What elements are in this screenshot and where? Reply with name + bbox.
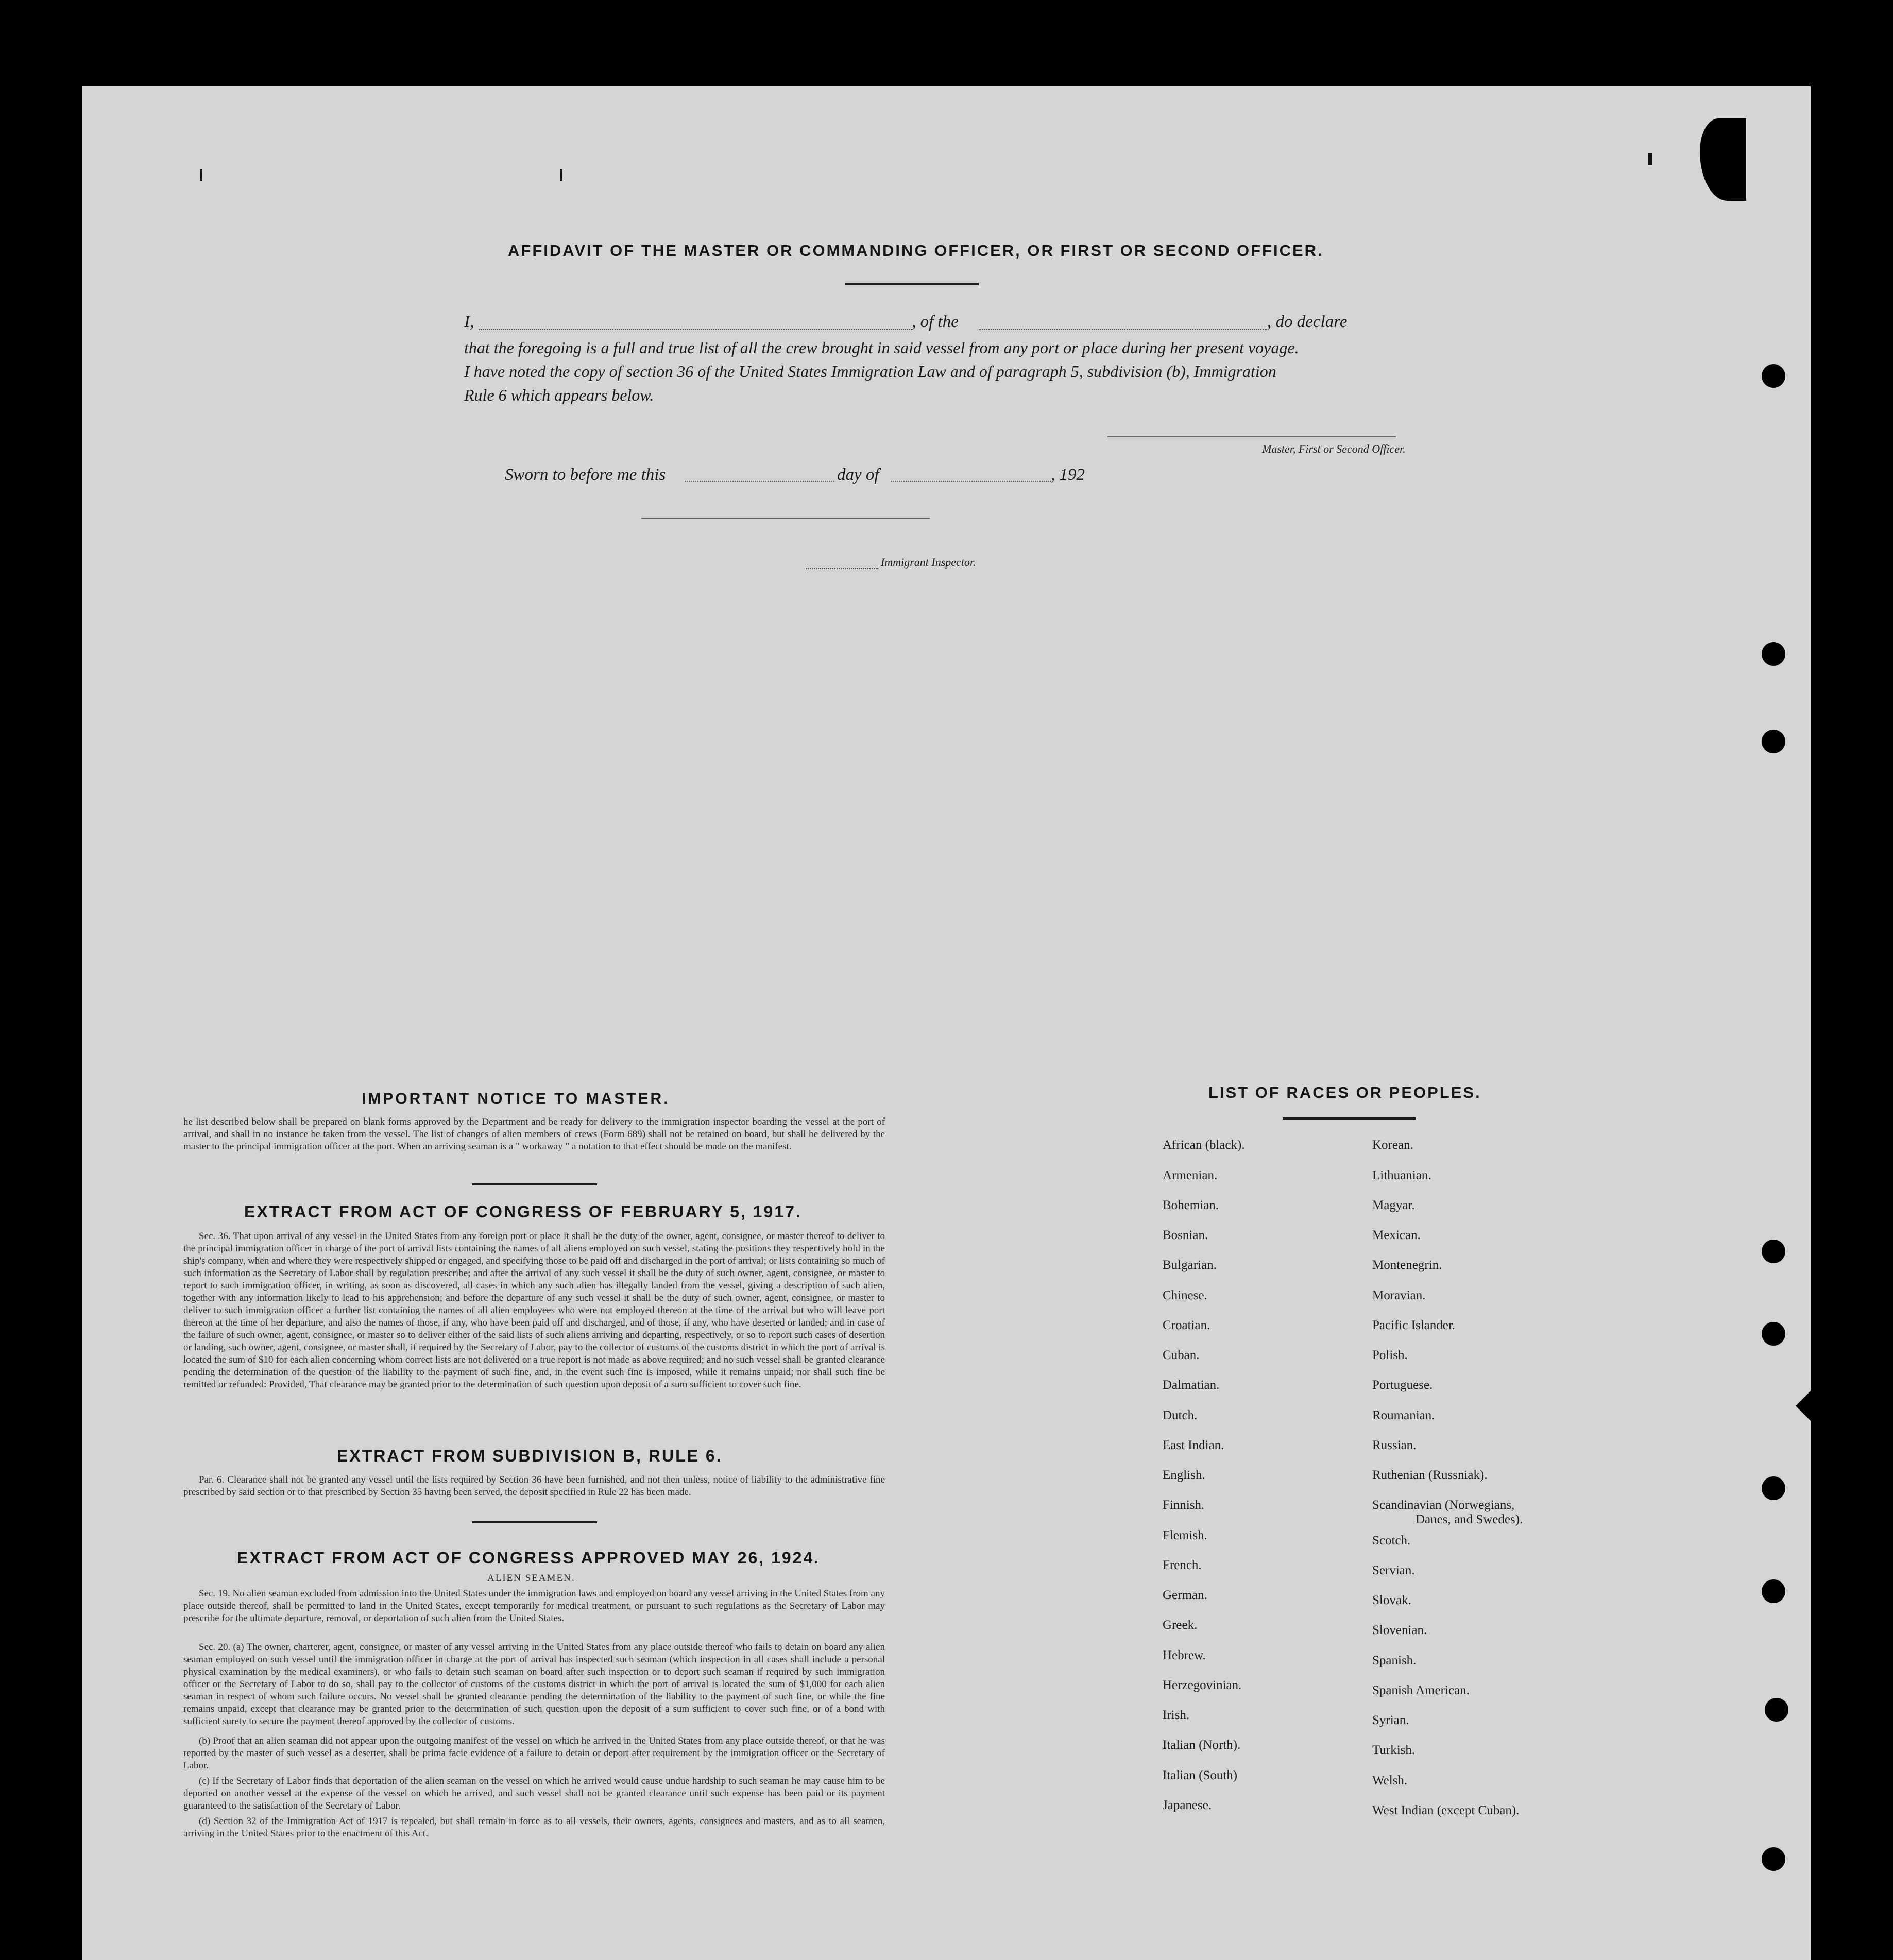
affidavit-i-label: I, — [464, 313, 474, 331]
notice-rule — [472, 1183, 597, 1185]
race-item: Spanish. — [1372, 1654, 1417, 1667]
race-item: Moravian. — [1372, 1288, 1426, 1302]
sworn-day-field[interactable] — [685, 481, 834, 482]
master-signature-line[interactable] — [1107, 436, 1396, 437]
race-item: African (black). — [1163, 1138, 1245, 1152]
race-item: Roumanian. — [1372, 1408, 1435, 1422]
race-item: Korean. — [1372, 1138, 1413, 1152]
extract-rule6-heading: EXTRACT FROM SUBDIVISION B, RULE 6. — [337, 1447, 723, 1465]
extract-1924-sec20d: (d) Section 32 of the Immigration Act of 1917 is repealed, but shall remain in force as to all vessels, their owners, agents, consignees and masters, and as to all seamen, arriving in the United States prior to the enactment of this Act. — [183, 1816, 885, 1839]
punch-hole — [1762, 1847, 1785, 1871]
inspector-name-field[interactable] — [806, 568, 878, 569]
punch-hole — [1762, 730, 1785, 753]
affidavit-declare-label: , do declare — [1267, 313, 1348, 331]
extract-1917-body: Sec. 36. That upon arrival of any vessel in the United States from any foreign port or place it shall be the duty of the owner, agent, consignee, or master thereof to deliver to the principal immigration officer in charge of the port of arrival lists containing the names of all aliens employed on such vessel, stating the positions they respectively hold in the ship's company, when and where they were respectively shipped or engaged, and specifying those to be paid off and discharged in the port of arrival; or lists containing so much of such information as the Secretary of Labor shall by regulation prescribe; and after the arrival of any such vessel it shall be the duty of such owner, agent, consignee, or master to report to such immigration officer, in writing, as soon as discovered, all cases in which any such alien has illegally landed from the vessel, giving a description of such alien, together with any information likely to lead to his apprehension; and before the departure of any such vessel it shall be the duty of such owner, agent, consignee, or master to deliver to such immigration officer a further list containing the names of all alien employees who were not employed thereon at the time of the arrival but who will leave port thereon at the time of her departure, and also the names of those, if any, who have been paid off and discharged, and of those, if any, who have deserted or landed; and in case of the failure of such owner, agent, consignee, or master so to deliver either of the said lists of such aliens arriving and departing, respectively, or so to report such cases of desertion or landing, such owner, agent, consignee, or master shall, if required by the Secretary of Labor, pay to the collector of customs of the customs district in which the port of arrival is located the sum of $10 for each alien concerning whom correct lists are not delivered or a true report is not made as above required; and no such vessel shall be granted clearance pending the determination of the question of the liability to the payment of such fine, and, in the event such fine is imposed, while it remains unpaid; nor shall such fine be remitted or refunded: Provided, That clearance may be granted prior to the determination of such question upon deposit of a sum sufficient to cover such fine. — [183, 1231, 885, 1390]
master-name-field[interactable] — [479, 329, 912, 330]
races-heading-rule — [1283, 1117, 1416, 1120]
race-item: Greek. — [1163, 1618, 1198, 1632]
vessel-name-field[interactable] — [979, 329, 1267, 330]
affidavit-text-line-3: I have noted the copy of section 36 of the United States Immigration Law and of paragraph 5, subdivision (b), Immigration — [464, 362, 1276, 381]
race-item: Dutch. — [1163, 1408, 1198, 1422]
race-item: East Indian. — [1163, 1438, 1224, 1452]
race-item: Croatian. — [1163, 1318, 1210, 1332]
race-item: Ruthenian (Russniak). — [1372, 1468, 1488, 1482]
race-item: Bulgarian. — [1163, 1258, 1217, 1272]
race-item: Spanish American. — [1372, 1683, 1470, 1697]
rule6-rule — [472, 1521, 597, 1523]
race-item: Syrian. — [1372, 1713, 1409, 1727]
scan-mark — [560, 169, 562, 181]
race-item: Cuban. — [1163, 1348, 1200, 1362]
race-item: Montenegrin. — [1372, 1258, 1442, 1272]
punch-hole — [1762, 1476, 1785, 1500]
punch-hole — [1762, 1240, 1785, 1263]
race-item: Mexican. — [1372, 1228, 1421, 1242]
race-item: Hebrew. — [1163, 1648, 1206, 1662]
sworn-label: Sworn to before me this — [505, 466, 666, 484]
extract-1924-sec20b: (b) Proof that an alien seaman did not appear upon the outgoing manifest of the vessel on which he arrived in the United States from any place outside thereof, or that he was reported by the master of such vessel as a deserter, shall be prima facie evidence of a failure to detain or deport after requirement by the immigration officer or the Secretary of Labor. — [183, 1735, 885, 1771]
inspector-label: Immigrant Inspector. — [881, 556, 976, 569]
affidavit-heading-rule — [845, 283, 979, 285]
punch-hole — [1762, 364, 1785, 388]
race-item: Scandinavian (Norwegians, — [1372, 1498, 1515, 1512]
race-item: Dalmatian. — [1163, 1378, 1220, 1392]
inspector-signature-line[interactable] — [641, 518, 930, 519]
race-item: Servian. — [1372, 1563, 1415, 1577]
races-heading: LIST OF RACES OR PEOPLES. — [1208, 1084, 1481, 1102]
race-item: Polish. — [1372, 1348, 1408, 1362]
day-of-label: day of — [837, 466, 879, 484]
race-item: French. — [1163, 1558, 1202, 1572]
affidavit-heading: AFFIDAVIT OF THE MASTER OR COMMANDING OFFICER, OR FIRST OR SECOND OFFICER. — [508, 242, 1324, 260]
race-item: Bohemian. — [1163, 1198, 1219, 1212]
race-item: Italian (South) — [1163, 1768, 1238, 1782]
affidavit-text-line-4: Rule 6 which appears below. — [464, 386, 654, 404]
edge-notch — [1796, 1390, 1811, 1421]
race-item: Slovak. — [1372, 1593, 1411, 1607]
year-label: , 192 — [1051, 466, 1085, 484]
extract-1924-sec20c: (c) If the Secretary of Labor finds that deportation of the alien seaman on the vessel on which he arrived would cause undue hardship to such seaman he may cause him to be deported on another vessel at the expense of the vessel on which he arrived, and such vessel shall not be granted clearance until such expense has been paid or its payment guaranteed to the satisfaction of the Secretary of Labor. — [183, 1776, 885, 1811]
extract-1917-heading: EXTRACT FROM ACT OF CONGRESS OF FEBRUARY 5, 1917. — [244, 1202, 802, 1221]
race-item: Herzegovinian. — [1163, 1678, 1242, 1692]
race-item: Armenian. — [1163, 1168, 1218, 1182]
notice-heading: IMPORTANT NOTICE TO MASTER. — [362, 1090, 670, 1107]
race-item-continuation: Danes, and Swedes). — [1416, 1512, 1523, 1526]
race-item: West Indian (except Cuban). — [1372, 1803, 1520, 1817]
race-item: Lithuanian. — [1372, 1168, 1431, 1182]
race-item: Japanese. — [1163, 1798, 1212, 1812]
punch-hole — [1762, 642, 1785, 666]
race-item: Magyar. — [1372, 1198, 1415, 1212]
race-item: Pacific Islander. — [1372, 1318, 1456, 1332]
race-item: Irish. — [1163, 1708, 1190, 1722]
manifest-back-page — [82, 86, 1811, 1960]
race-item: Turkish. — [1372, 1743, 1416, 1757]
race-item: Chinese. — [1163, 1288, 1207, 1302]
alien-seamen-subheading: ALIEN SEAMEN. — [487, 1573, 575, 1584]
race-item: Flemish. — [1163, 1528, 1207, 1542]
punch-hole — [1762, 1322, 1785, 1346]
master-signature-label: Master, First or Second Officer. — [1262, 442, 1406, 455]
race-item: Italian (North). — [1163, 1738, 1241, 1752]
punch-hole — [1762, 1579, 1785, 1603]
affidavit-of-the-label: , of the — [912, 313, 959, 331]
race-item: Scotch. — [1372, 1534, 1411, 1548]
race-item: Russian. — [1372, 1438, 1417, 1452]
punch-hole — [1765, 1698, 1788, 1722]
race-item: Slovenian. — [1372, 1623, 1427, 1637]
race-item: English. — [1163, 1468, 1205, 1482]
race-item: Finnish. — [1163, 1498, 1205, 1512]
race-item: Bosnian. — [1163, 1228, 1208, 1242]
race-item: Welsh. — [1372, 1774, 1408, 1787]
affidavit-text-line-2: that the foregoing is a full and true list of all the crew brought in said vessel from any port or place during her present voyage. — [464, 338, 1299, 357]
extract-1924-heading: EXTRACT FROM ACT OF CONGRESS APPROVED MAY 26, 1924. — [237, 1549, 821, 1567]
notice-body: he list described below shall be prepared on blank forms approved by the Department and be ready for delivery to the immigration inspector boarding the vessel at the port of arrival, and shall in no instance be taken from the vessel. The list of changes of alien members of crews (Form 689) shall not be retained on board, but shall be delivered by the master to the principal immigration officer at the port. When an arriving seaman is a " workaway " a notation to that effect should be made on the manifest. — [183, 1116, 885, 1152]
race-item: German. — [1163, 1588, 1207, 1602]
extract-1924-sec19: Sec. 19. No alien seaman excluded from admission into the United States under the immigration laws and employed on board any vessel arriving in the United States from any place outside thereof, shall be permitted to land in the United States, except temporarily for medical treatment, or pursuant to such regulations as the Secretary of Labor may prescribe for the ultimate departure, removal, or deportation of such alien from the United States. — [183, 1588, 885, 1624]
extract-rule6-body: Par. 6. Clearance shall not be granted any vessel until the lists required by Section 36 have been furnished, and not then unless, notice of liability to the administrative fine prescribed by said section or to that prescribed by Section 35 having been served, the deposit specified in Rule 22 has been made. — [183, 1474, 885, 1498]
scan-mark — [200, 169, 202, 181]
race-item: Portuguese. — [1372, 1378, 1433, 1392]
extract-1924-sec20a: Sec. 20. (a) The owner, charterer, agent, consignee, or master of any vessel arriving in the United States from any place outside thereof who fails to detain on board any alien seaman employed on such vessel until the immigration officer in charge at the port of arrival has inspected such seaman (which inspection in all cases shall include a personal physical examination by the medical examiners), or who fails to detain such seaman on board after such inspection or to deport such seaman if required by such immigration officer or the Secretary of Labor to do so, shall pay to the collector of customs of the customs district in which the port of arrival is located the sum of $1,000 for each alien seaman in respect of whom such failure occurs. No vessel shall be granted clearance pending the determination of the liability to the payment of such fine, or while the fine remains unpaid, except that clearance may be granted prior to the determination of such question upon the deposit of a sum sufficient to cover such fine, or of a bond with sufficient surety to secure the payment thereof approved by the collector of customs. — [183, 1642, 885, 1727]
sworn-month-field[interactable] — [891, 481, 1051, 482]
scan-mark — [1648, 153, 1652, 165]
